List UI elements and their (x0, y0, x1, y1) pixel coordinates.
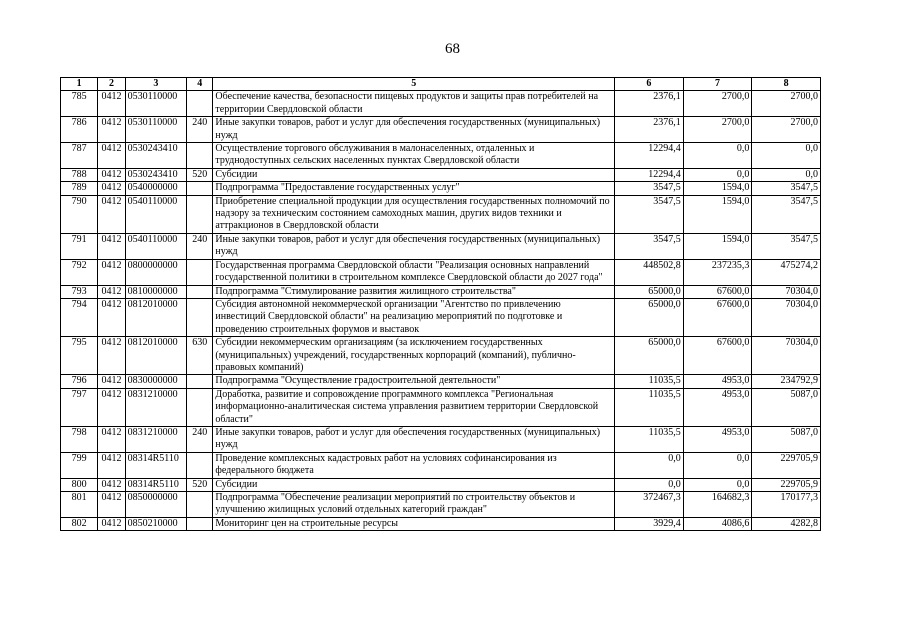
expense-type-code: 240 (187, 233, 213, 259)
amount-col-6: 65000,0 (615, 337, 684, 375)
table-row (61, 117, 821, 143)
section-code: 0412 (98, 478, 125, 491)
target-article-code: 0850000000 (125, 492, 187, 518)
table-row (61, 426, 821, 452)
amount-col-7: 4953,0 (683, 426, 752, 452)
item-name: Приобретение специальной продукции для осуществления государственных полномочий по надзору за техническим состоянием самоходных машин, других видов техники и аттракционов в Свердловской области (213, 195, 615, 233)
amount-col-6: 448502,8 (615, 259, 684, 285)
row-number: 796 (61, 375, 98, 388)
table-row (61, 517, 821, 530)
expense-type-code (187, 375, 213, 388)
expense-type-code (187, 143, 213, 169)
target-article-code: 0812010000 (125, 298, 187, 336)
section-code: 0412 (98, 143, 125, 169)
table-row (61, 375, 821, 388)
amount-col-8: 70304,0 (752, 337, 821, 375)
table-row (61, 452, 821, 478)
expense-type-code: 630 (187, 337, 213, 375)
header-col-3: 3 (125, 78, 187, 91)
amount-col-6: 12294,4 (615, 168, 684, 181)
page-number: 68 (445, 41, 460, 57)
target-article-code: 0810000000 (125, 285, 187, 298)
table-row (61, 168, 821, 181)
expense-type-code (187, 285, 213, 298)
row-number: 791 (61, 233, 98, 259)
amount-col-6: 2376,1 (615, 91, 684, 117)
expense-type-code (187, 195, 213, 233)
row-number: 787 (61, 143, 98, 169)
section-code: 0412 (98, 233, 125, 259)
table-row (61, 492, 821, 518)
target-article-code: 0830000000 (125, 375, 187, 388)
section-code: 0412 (98, 182, 125, 195)
amount-col-7: 4953,0 (683, 375, 752, 388)
table-row (61, 143, 821, 169)
item-name: Иные закупки товаров, работ и услуг для обеспечения государственных (муниципальных) нужд (213, 426, 615, 452)
item-name: Осуществление торгового обслуживания в малонаселенных, отдаленных и труднодоступных сельских населенных пунктах Свердловской области (213, 143, 615, 169)
section-code: 0412 (98, 426, 125, 452)
target-article-code: 0540110000 (125, 233, 187, 259)
section-code: 0412 (98, 337, 125, 375)
section-code: 0412 (98, 285, 125, 298)
item-name: Мониторинг цен на строительные ресурсы (213, 517, 615, 530)
section-code: 0412 (98, 492, 125, 518)
amount-col-6: 65000,0 (615, 285, 684, 298)
expense-type-code (187, 452, 213, 478)
expense-type-code (187, 388, 213, 426)
amount-col-6: 11035,5 (615, 426, 684, 452)
row-number: 788 (61, 168, 98, 181)
header-col-2: 2 (98, 78, 125, 91)
amount-col-8: 3547,5 (752, 195, 821, 233)
row-number: 798 (61, 426, 98, 452)
target-article-code: 0540110000 (125, 195, 187, 233)
section-code: 0412 (98, 91, 125, 117)
row-number: 786 (61, 117, 98, 143)
amount-col-6: 3547,5 (615, 233, 684, 259)
amount-col-7: 2700,0 (683, 91, 752, 117)
section-code: 0412 (98, 452, 125, 478)
section-code: 0412 (98, 168, 125, 181)
amount-col-6: 0,0 (615, 452, 684, 478)
amount-col-7: 1594,0 (683, 195, 752, 233)
amount-col-6: 3547,5 (615, 182, 684, 195)
expense-type-code (187, 298, 213, 336)
section-code: 0412 (98, 298, 125, 336)
section-code: 0412 (98, 517, 125, 530)
table-header (61, 78, 821, 91)
target-article-code: 0800000000 (125, 259, 187, 285)
amount-col-8: 5087,0 (752, 426, 821, 452)
target-article-code: 0540000000 (125, 182, 187, 195)
amount-col-7: 164682,3 (683, 492, 752, 518)
amount-col-8: 4282,8 (752, 517, 821, 530)
amount-col-6: 65000,0 (615, 298, 684, 336)
table-row (61, 337, 821, 375)
table-row (61, 478, 821, 491)
target-article-code: 0831210000 (125, 388, 187, 426)
item-name: Подпрограмма "Осуществление градостроительной деятельности" (213, 375, 615, 388)
amount-col-8: 70304,0 (752, 298, 821, 336)
amount-col-8: 170177,3 (752, 492, 821, 518)
amount-col-7: 67600,0 (683, 298, 752, 336)
table-body (61, 91, 821, 531)
item-name: Подпрограмма "Предоставление государственных услуг" (213, 182, 615, 195)
header-col-8: 8 (752, 78, 821, 91)
budget-table (60, 77, 821, 531)
amount-col-8: 3547,5 (752, 182, 821, 195)
amount-col-6: 3547,5 (615, 195, 684, 233)
amount-col-7: 4953,0 (683, 388, 752, 426)
target-article-code: 0530110000 (125, 117, 187, 143)
item-name: Иные закупки товаров, работ и услуг для обеспечения государственных (муниципальных) нужд (213, 233, 615, 259)
amount-col-8: 70304,0 (752, 285, 821, 298)
item-name: Подпрограмма "Обеспечение реализации мероприятий по строительству объектов и улучшению жилищных условий отдельных категорий граждан" (213, 492, 615, 518)
table-row (61, 182, 821, 195)
header-col-7: 7 (683, 78, 752, 91)
amount-col-8: 0,0 (752, 168, 821, 181)
section-code: 0412 (98, 375, 125, 388)
section-code: 0412 (98, 259, 125, 285)
target-article-code: 0530110000 (125, 91, 187, 117)
row-number: 793 (61, 285, 98, 298)
amount-col-6: 12294,4 (615, 143, 684, 169)
amount-col-7: 0,0 (683, 143, 752, 169)
expense-type-code: 520 (187, 478, 213, 491)
row-number: 801 (61, 492, 98, 518)
header-col-1: 1 (61, 78, 98, 91)
amount-col-8: 3547,5 (752, 233, 821, 259)
target-article-code: 0530243410 (125, 143, 187, 169)
target-article-code: 08314R5110 (125, 478, 187, 491)
row-number: 789 (61, 182, 98, 195)
amount-col-8: 229705,9 (752, 452, 821, 478)
expense-type-code: 520 (187, 168, 213, 181)
amount-col-6: 11035,5 (615, 388, 684, 426)
expense-type-code (187, 259, 213, 285)
row-number: 802 (61, 517, 98, 530)
amount-col-7: 0,0 (683, 478, 752, 491)
amount-col-6: 11035,5 (615, 375, 684, 388)
amount-col-8: 5087,0 (752, 388, 821, 426)
expense-type-code (187, 182, 213, 195)
header-col-4: 4 (187, 78, 213, 91)
table-row (61, 233, 821, 259)
item-name: Доработка, развитие и сопровождение программного комплекса "Региональная информационно-аналитическая система управления развитием территории Свердловской области" (213, 388, 615, 426)
table-row (61, 195, 821, 233)
amount-col-7: 0,0 (683, 452, 752, 478)
expense-type-code (187, 517, 213, 530)
section-code: 0412 (98, 388, 125, 426)
amount-col-7: 0,0 (683, 168, 752, 181)
expense-type-code: 240 (187, 426, 213, 452)
header-col-5: 5 (213, 78, 615, 91)
item-name: Субсидии (213, 168, 615, 181)
row-number: 800 (61, 478, 98, 491)
section-code: 0412 (98, 195, 125, 233)
amount-col-7: 1594,0 (683, 182, 752, 195)
amount-col-6: 2376,1 (615, 117, 684, 143)
target-article-code: 08314R5110 (125, 452, 187, 478)
table-row (61, 259, 821, 285)
expense-type-code (187, 492, 213, 518)
table-row (61, 298, 821, 336)
expense-type-code (187, 91, 213, 117)
amount-col-7: 237235,3 (683, 259, 752, 285)
amount-col-7: 1594,0 (683, 233, 752, 259)
header-row (61, 78, 821, 91)
target-article-code: 0812010000 (125, 337, 187, 375)
table-row (61, 285, 821, 298)
row-number: 785 (61, 91, 98, 117)
row-number: 790 (61, 195, 98, 233)
item-name: Субсидия автономной некоммерческой организации "Агентство по привлечению инвестиций Свердловской области" на реализацию мероприятий по подготовке и проведению строительных форумов и выставок (213, 298, 615, 336)
amount-col-7: 67600,0 (683, 337, 752, 375)
table-row (61, 91, 821, 117)
row-number: 795 (61, 337, 98, 375)
target-article-code: 0850210000 (125, 517, 187, 530)
amount-col-6: 372467,3 (615, 492, 684, 518)
amount-col-8: 234792,9 (752, 375, 821, 388)
header-col-6: 6 (615, 78, 684, 91)
row-number: 797 (61, 388, 98, 426)
amount-col-7: 4086,6 (683, 517, 752, 530)
row-number: 799 (61, 452, 98, 478)
item-name: Субсидии (213, 478, 615, 491)
item-name: Проведение комплексных кадастровых работ на условиях софинансирования из федерального бюджета (213, 452, 615, 478)
amount-col-7: 2700,0 (683, 117, 752, 143)
row-number: 794 (61, 298, 98, 336)
amount-col-7: 67600,0 (683, 285, 752, 298)
item-name: Иные закупки товаров, работ и услуг для обеспечения государственных (муниципальных) нужд (213, 117, 615, 143)
amount-col-6: 3929,4 (615, 517, 684, 530)
row-number: 792 (61, 259, 98, 285)
target-article-code: 0831210000 (125, 426, 187, 452)
amount-col-8: 0,0 (752, 143, 821, 169)
amount-col-8: 229705,9 (752, 478, 821, 491)
item-name: Субсидии некоммерческим организациям (за исключением государственных (муниципальных) учреждений, государственных корпораций (компаний), публично-правовых компаний) (213, 337, 615, 375)
table-row (61, 388, 821, 426)
amount-col-8: 475274,2 (752, 259, 821, 285)
amount-col-6: 0,0 (615, 478, 684, 491)
target-article-code: 0530243410 (125, 168, 187, 181)
item-name: Обеспечение качества, безопасности пищевых продуктов и защиты прав потребителей на территории Свердловской области (213, 91, 615, 117)
item-name: Государственная программа Свердловской области "Реализация основных направлений государственной политики в строительном комплексе Свердловской области до 2027 года" (213, 259, 615, 285)
amount-col-8: 2700,0 (752, 91, 821, 117)
item-name: Подпрограмма "Стимулирование развития жилищного строительства" (213, 285, 615, 298)
amount-col-8: 2700,0 (752, 117, 821, 143)
expense-type-code: 240 (187, 117, 213, 143)
section-code: 0412 (98, 117, 125, 143)
